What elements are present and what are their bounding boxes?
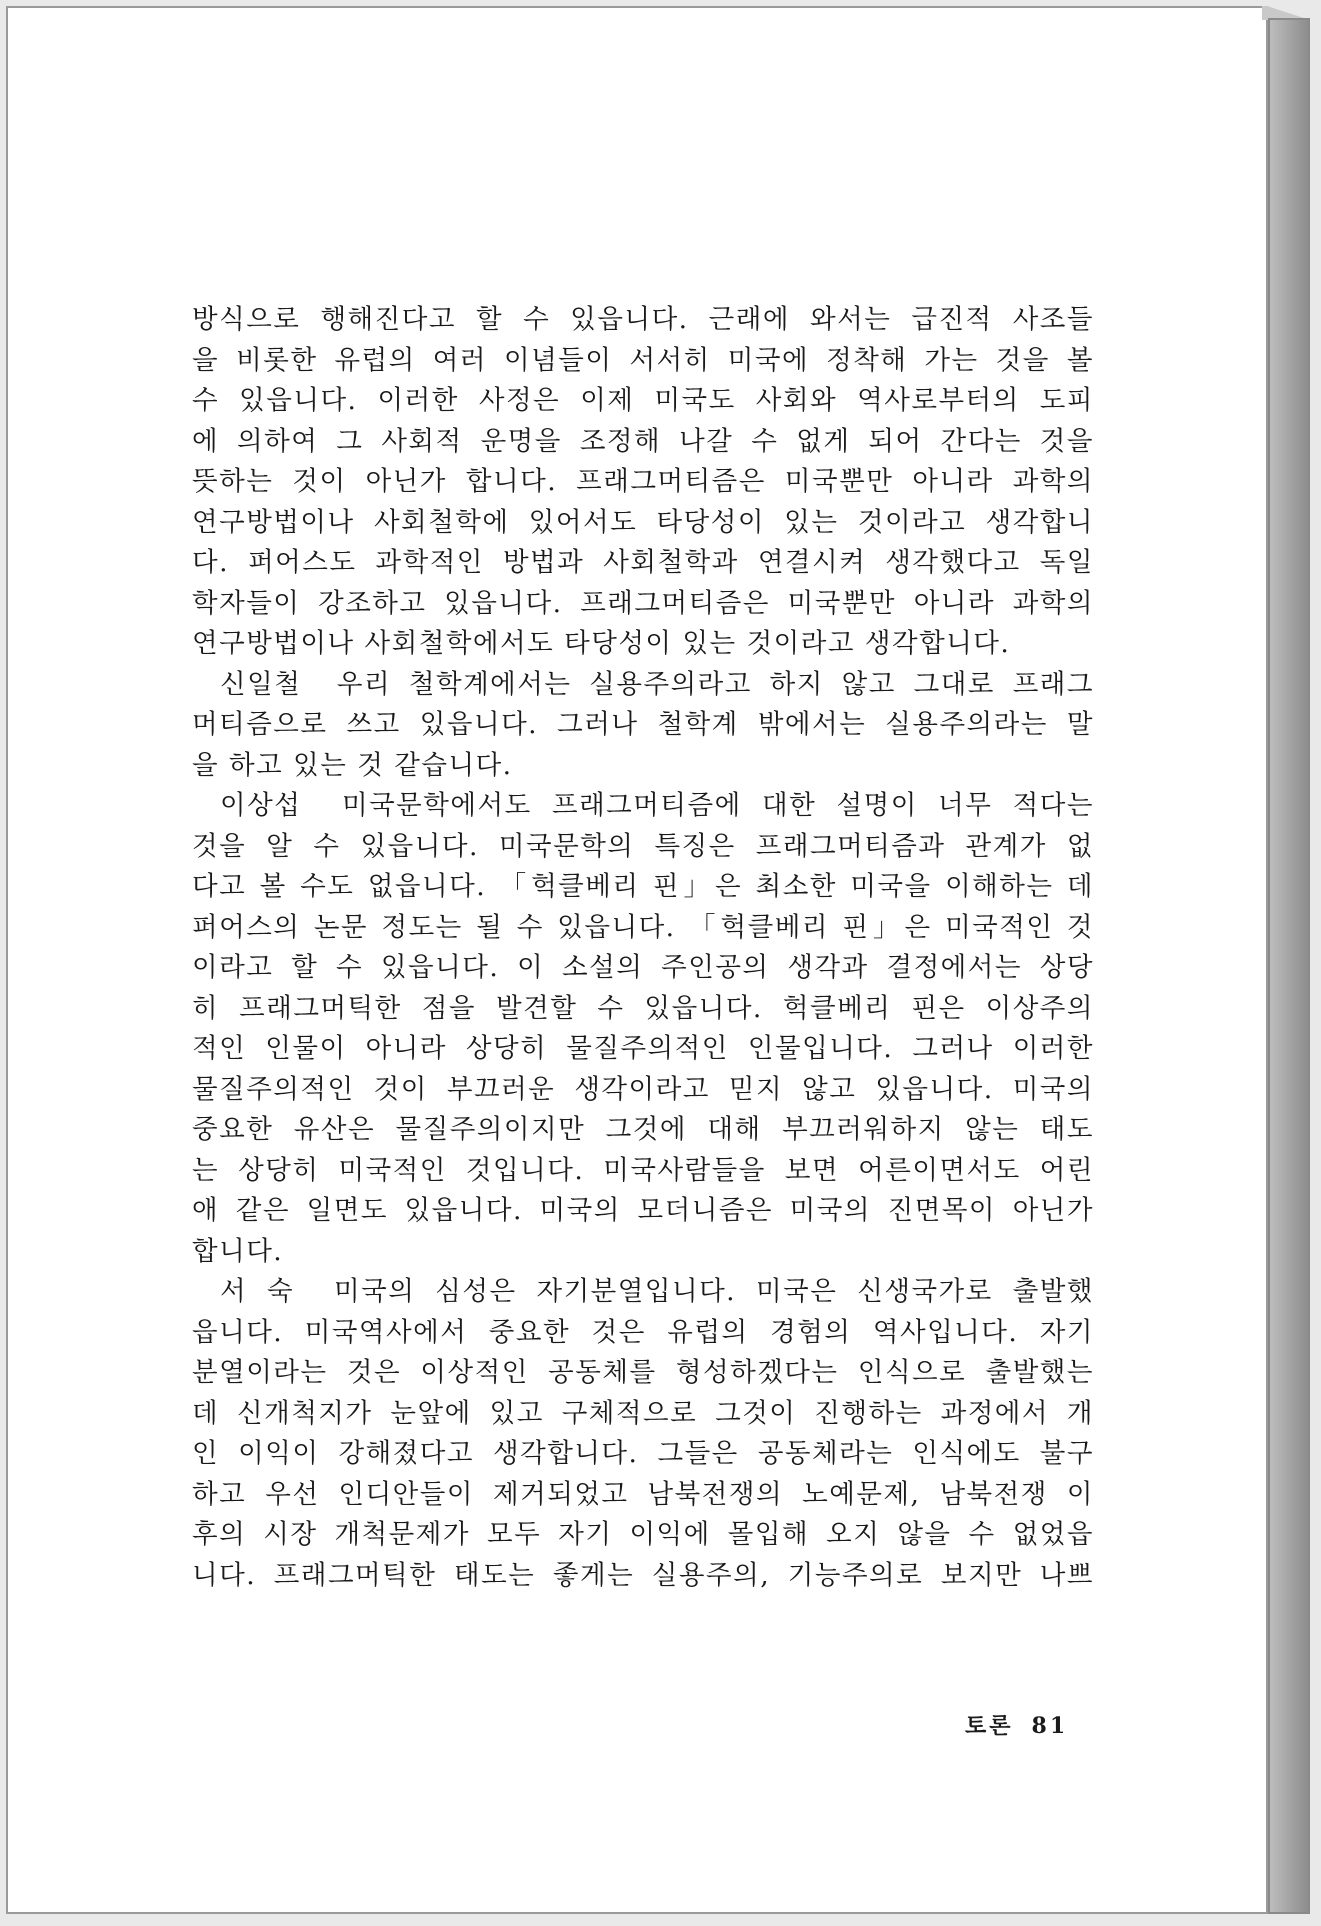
text-line: 연구방법이나 사회철학에서도 타당성이 있는 것이라고 생각합니다. <box>192 628 1011 659</box>
text-line: 인 이익이 강해졌다고 생각합니다. 그들은 공동체라는 인식에도 불구 <box>192 1438 1094 1469</box>
text-line: 중요한 유산은 물질주의이지만 그것에 대해 부끄러워하지 않는 태도 <box>192 1114 1094 1145</box>
text-line: 수 있읍니다. 이러한 사정은 이제 미국도 사회와 역사로부터의 도피 <box>192 385 1094 416</box>
speaker-text: 우리 철학계에서는 실용주의라고 하지 않고 그대로 프래그 <box>336 668 1094 700</box>
text-line: 니다. 프래그머틱한 태도는 좋게는 실용주의, 기능주의로 보지만 나쁘 <box>192 1559 1094 1591</box>
text-line: 머티즘으로 쓰고 있읍니다. 그러나 철학계 밖에서는 실용주의라는 말 <box>192 709 1094 740</box>
speaker-first-line <box>192 786 1094 827</box>
text-line: 에 의하여 그 사회적 운명을 조정해 나갈 수 없게 되어 간다는 것을 <box>192 425 1094 457</box>
text-line: 뜻하는 것이 아닌가 합니다. 프래그머티즘은 미국뿐만 아니라 과학의 <box>192 466 1094 497</box>
text-line: 히 프래그머틱한 점을 발견할 수 있읍니다. 헉클베리 핀은 이상주의 <box>192 992 1094 1024</box>
text-line: 는 상당히 미국적인 것입니다. 미국사람들을 보면 어른이면서도 어린 <box>192 1154 1094 1186</box>
text-line: 후의 시장 개척문제가 모두 자기 이익에 몰입해 오지 않을 수 없었읍 <box>192 1519 1094 1550</box>
text-line: 것을 알 수 있읍니다. 미국문학의 특징은 프래그머티즘과 관계가 없 <box>192 830 1094 862</box>
speaker-name: 서 숙 <box>220 1276 295 1307</box>
text-line: 읍니다. 미국역사에서 중요한 것은 유럽의 경험의 역사입니다. 자기 <box>192 1316 1094 1348</box>
text-line: 다. 퍼어스도 과학적인 방법과 사회철학과 연결시켜 생각했다고 독일 <box>192 547 1094 578</box>
speaker-name: 이상섭 <box>220 790 302 821</box>
text-line: 을 비롯한 유럽의 여러 이념들이 서서히 미국에 정착해 가는 것을 볼 <box>192 344 1094 376</box>
page-number: 81 <box>1031 1713 1069 1739</box>
text-line: 분열이라는 것은 이상적인 공동체를 형성하겠다는 인식으로 출발했는 <box>192 1357 1094 1388</box>
text-line: 물질주의적인 것이 부끄러운 생각이라고 믿지 않고 있읍니다. 미국의 <box>192 1073 1094 1105</box>
text-line: 다고 볼 수도 없읍니다. 「헉클베리 핀」은 최소한 미국을 이해하는 데 <box>192 871 1094 902</box>
text-line: 학자들이 강조하고 있읍니다. 프래그머티즘은 미국뿐만 아니라 과학의 <box>192 587 1094 619</box>
page-sheet <box>6 6 1268 1914</box>
text-line: 퍼어스의 논문 정도는 될 수 있읍니다. 「헉클베리 핀」은 미국적인 것 <box>192 911 1094 943</box>
text-line: 애 같은 일면도 있읍니다. 미국의 모더니즘은 미국의 진면목이 아닌가 <box>192 1195 1094 1226</box>
speaker-first-line <box>192 665 1094 706</box>
section-title: 토론 <box>965 1713 1014 1739</box>
text-line: 을 하고 있는 것 같습니다. <box>192 749 513 781</box>
text-line: 연구방법이나 사회철학에 있어서도 타당성이 있는 것이라고 생각합니 <box>192 506 1094 538</box>
text-line: 합니다. <box>192 1235 284 1267</box>
page-stack-edge <box>1268 18 1310 1914</box>
text-line: 하고 우선 인디안들이 제거되었고 남북전쟁의 노예문제, 남북전쟁 이 <box>192 1478 1094 1510</box>
speaker-text: 미국의 심성은 자기분열입니다. 미국은 신생국가로 출발했 <box>334 1276 1094 1307</box>
body-text <box>192 300 1094 1596</box>
speaker-text: 미국문학에서도 프래그머티즘에 대한 설명이 너무 적다는 <box>341 790 1094 821</box>
text-line: 방식으로 행해진다고 할 수 있읍니다. 근래에 와서는 급진적 사조들 <box>192 304 1094 335</box>
text-line: 적인 인물이 아니라 상당히 물질주의적인 인물입니다. 그러나 이러한 <box>192 1033 1094 1064</box>
speaker-name: 신일철 <box>220 668 302 700</box>
speaker-first-line <box>192 1272 1094 1313</box>
page-footer <box>965 1709 1068 1740</box>
text-line: 이라고 할 수 있읍니다. 이 소설의 주인공의 생각과 결정에서는 상당 <box>192 952 1094 983</box>
text-line: 데 신개척지가 눈앞에 있고 구체적으로 그것이 진행하는 과정에서 개 <box>192 1397 1094 1429</box>
